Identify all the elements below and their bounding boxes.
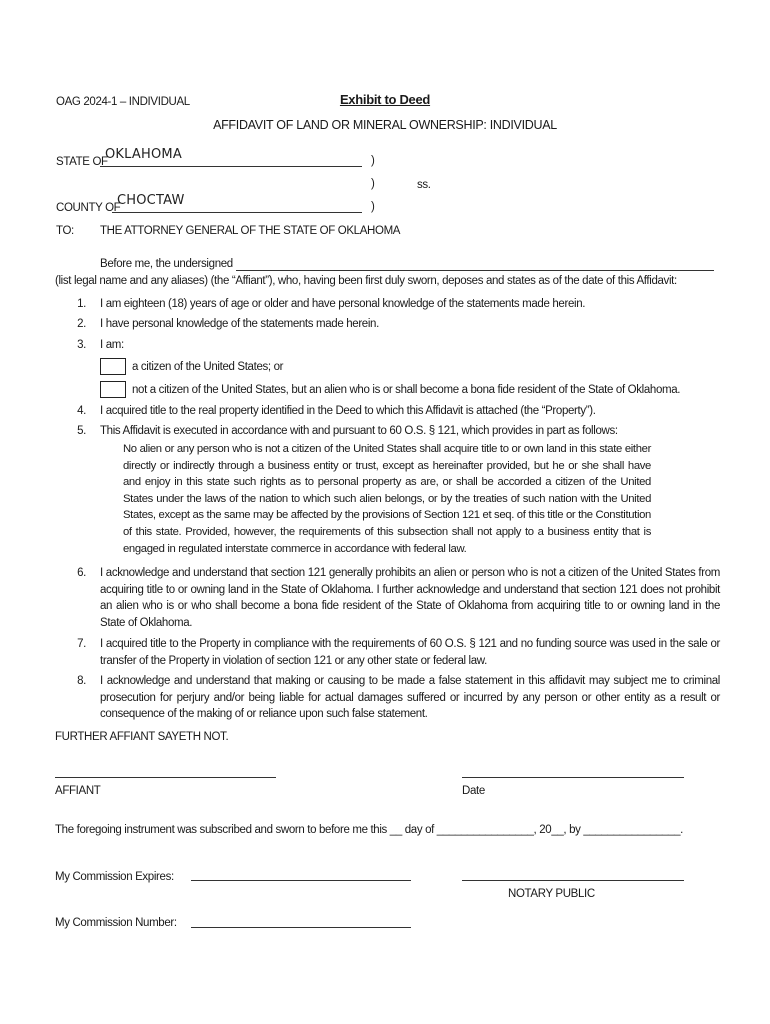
item-number: 7. <box>77 638 86 650</box>
non-citizen-option-label: not a citizen of the United States, but an alien who is or shall become a bona fide resident of the State of Oklahoma. <box>132 384 681 396</box>
to-label: TO: <box>56 225 74 237</box>
item-text: I acquired title to the Property in compliance with the requirements of 60 O.S. § 121 and no funding source was used in the sale or transfer of the Property in violation of section 121 or any other state or federal law. <box>100 638 720 667</box>
item-number: 6. <box>77 567 86 579</box>
state-line <box>100 166 362 167</box>
state-field[interactable]: OKLAHOMA <box>105 147 182 162</box>
affiant-signature-line[interactable] <box>55 777 276 778</box>
item-number: 1. <box>77 298 86 310</box>
intro-line-1: Before me, the undersigned <box>100 258 233 270</box>
commission-number-field[interactable] <box>191 927 411 928</box>
date-label: Date <box>462 785 485 797</box>
notary-signature-line[interactable] <box>462 880 684 881</box>
item-text: I acknowledge and understand that making or causing to be made a false statement in this affidavit may subject me to criminal prosecution for perjury and/or being liable for actual damages suffered or incurred by any person or other entity as a result or consequence of the making of or reliance upon such false statement. <box>100 675 720 720</box>
commission-number-label: My Commission Number: <box>55 917 177 929</box>
ss-label: ss. <box>417 179 431 191</box>
item-text: I am: <box>100 339 124 351</box>
citizen-checkbox[interactable] <box>100 358 126 375</box>
state-label: STATE OF <box>56 156 108 168</box>
exhibit-title: Exhibit to Deed <box>339 92 431 107</box>
intro-line-2: (list legal name and any aliases) (the “Affiant”), who, having been first duly sworn, deposes and states as of the date of this Affidavit: <box>55 275 677 287</box>
closing-statement: FURTHER AFFIANT SAYETH NOT. <box>55 731 229 743</box>
notary-public-label: NOTARY PUBLIC <box>508 888 595 900</box>
affiant-label: AFFIANT <box>55 785 101 797</box>
statute-quote: No alien or any person who is not a citizen of the United States shall acquire title to or own land in this state either directly or indirectly through a business entity or trust, except as hereinafter provided, but he or she shall have and enjoy in this state such rights as to personal property as are, or shall be accorded a citizen of the United States under the laws of the nation to which such alien belongs, or by the treaties of such nation with the United States, except as the same may be affected by the provisions of Section 121 et seq. of this title or the Constitution of this state. Provided, however, the requirements of this subsection shall not apply to a business entity that is engaged in regulated interstate commerce in accordance with federal law. <box>123 443 651 555</box>
date-signature-line[interactable] <box>462 777 684 778</box>
to-value: THE ATTORNEY GENERAL OF THE STATE OF OKLAHOMA <box>100 225 401 237</box>
item-text: I acknowledge and understand that section 121 generally prohibits an alien or person who is not a citizen of the United States from acquiring title to or owning land in the State of Oklahoma. I further acknowledge and understand that section 121 does not prohibit an alien who is or who shall become a bona fide resident of the State of Oklahoma from acquiring title to or owning land in the State of Oklahoma. <box>100 567 720 629</box>
item-text: I acquired title to the real property identified in the Deed to which this Affidavit is attached (the “Property”). <box>100 405 596 417</box>
item-number: 3. <box>77 339 86 351</box>
item-text: I have personal knowledge of the statements made herein. <box>100 318 379 330</box>
item-text: This Affidavit is executed in accordance with and pursuant to 60 O.S. § 121, which provides in part as follows: <box>100 425 618 437</box>
item-number: 5. <box>77 425 86 437</box>
paren: ) <box>371 155 375 167</box>
county-line <box>112 212 362 213</box>
form-code: OAG 2024-1 – INDIVIDUAL <box>56 96 190 108</box>
non-citizen-checkbox[interactable] <box>100 381 126 398</box>
affidavit-title: AFFIDAVIT OF LAND OR MINERAL OWNERSHIP: INDIVIDUAL <box>213 118 557 132</box>
paren: ) <box>371 201 375 213</box>
affiant-name-field[interactable] <box>236 270 714 271</box>
citizen-option-label: a citizen of the United States; or <box>132 361 284 373</box>
commission-expires-label: My Commission Expires: <box>55 871 174 883</box>
notary-sworn-text: The foregoing instrument was subscribed and sworn to before me this __ day of ________________, 20__, by ________________. <box>55 824 683 836</box>
paren: ) <box>371 178 375 190</box>
item-number: 2. <box>77 318 86 330</box>
item-text: I am eighteen (18) years of age or older and have personal knowledge of the statements made herein. <box>100 298 586 310</box>
item-number: 8. <box>77 675 86 687</box>
commission-expires-field[interactable] <box>191 880 411 881</box>
county-field[interactable]: CHOCTAW <box>117 193 185 208</box>
item-number: 4. <box>77 405 86 417</box>
county-label: COUNTY OF <box>56 202 121 214</box>
